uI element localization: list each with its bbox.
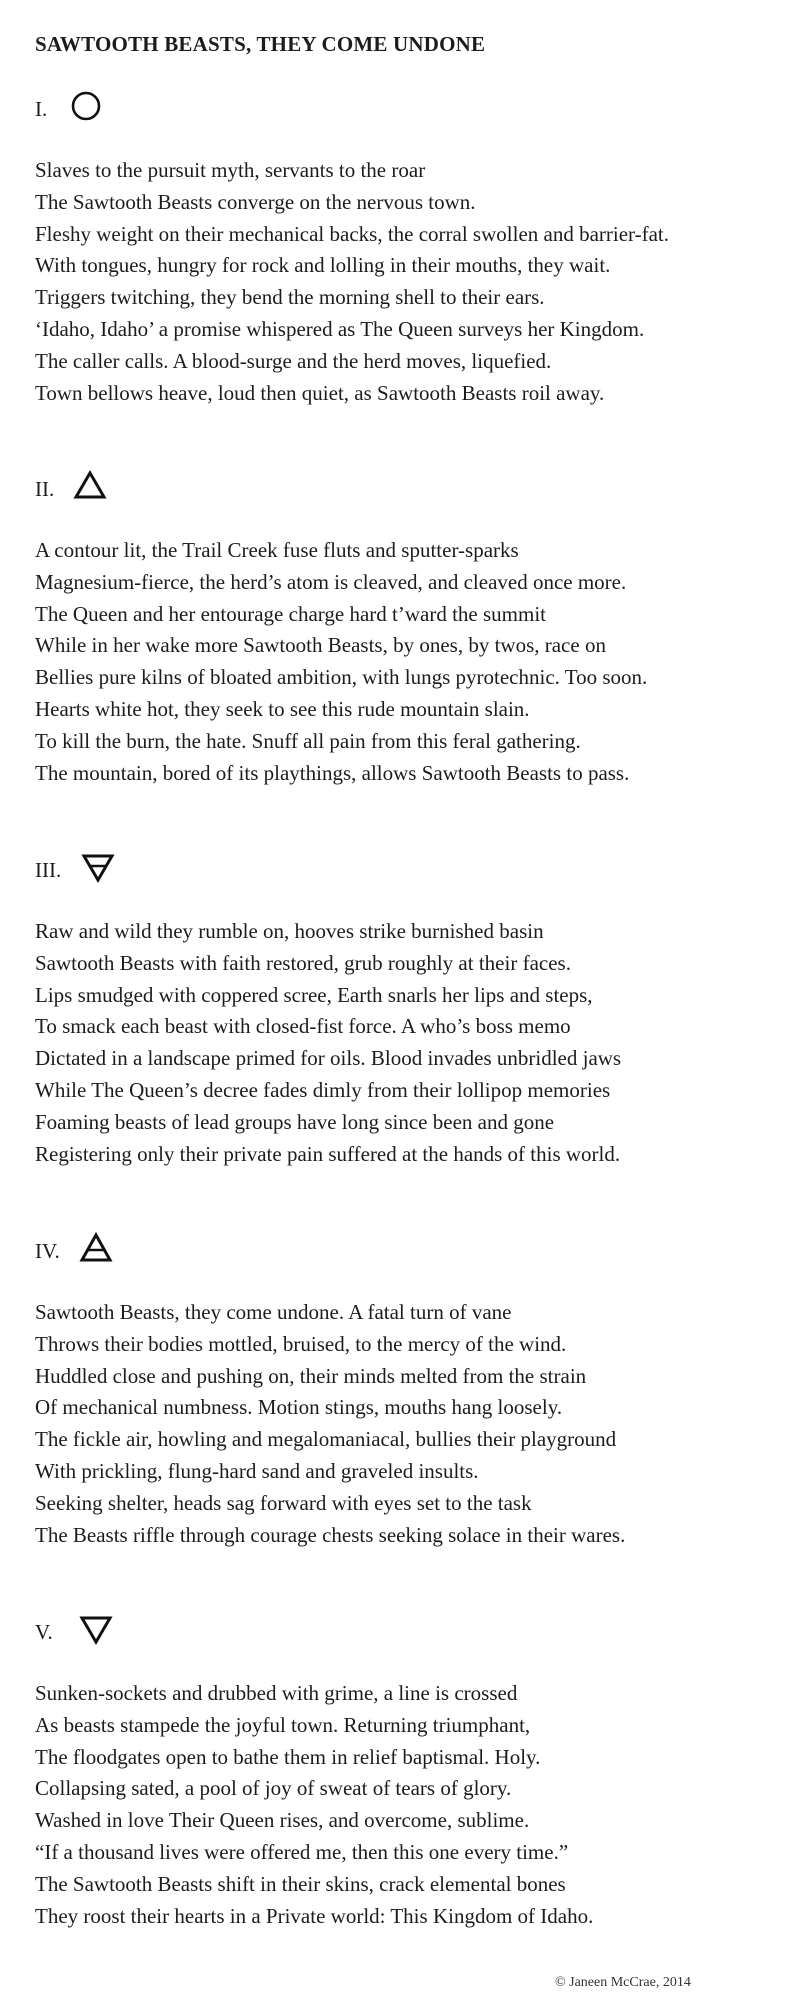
- poem-line: The caller calls. A blood-surge and the herd moves, liquefied.: [35, 348, 552, 373]
- poem-line: The Queen and her entourage charge hard t’ward the summit: [35, 601, 546, 626]
- triangle-up-icon: [73, 468, 113, 508]
- poem-line: Raw and wild they rumble on, hooves strike burnished basin: [35, 919, 544, 943]
- poem-line: A contour lit, the Trail Creek fuse fluts and sputter-sparks: [35, 538, 519, 562]
- section-numeral: II.: [35, 477, 55, 501]
- poem-line: While The Queen’s decree fades dimly from their lollipop memories: [35, 1077, 611, 1102]
- poem-line: Huddled close and pushing on, their minds melted from the strain: [35, 1363, 587, 1388]
- poem-line: The fickle air, howling and megalomaniacal, bullies their playground: [35, 1427, 617, 1452]
- poem-line: As beasts stampede the joyful town. Returning triumphant,: [35, 1712, 531, 1737]
- poem-line: Sawtooth Beasts, they come undone. A fatal turn of vane: [35, 1300, 512, 1324]
- section-numeral: III.: [35, 858, 62, 882]
- poem-line: Foaming beasts of lead groups have long since been and gone: [35, 1109, 555, 1134]
- section-numeral: V.: [35, 1620, 53, 1644]
- poem-line: Sawtooth Beasts with faith restored, grub roughly at their faces.: [35, 950, 571, 975]
- section-heading: [35, 88, 235, 128]
- poem-line: Town bellows heave, loud then quiet, as Sawtooth Beasts roil away.: [35, 380, 605, 405]
- poem-line: Collapsing sated, a pool of joy of sweat of tears of glory.: [35, 1776, 512, 1801]
- stanza: [35, 535, 647, 789]
- poem-line: ‘Idaho, Idaho’ a promise whispered as The Queen surveys her Kingdom.: [35, 316, 645, 341]
- poem-line: Washed in love Their Queen rises, and overcome, sublime.: [35, 1808, 530, 1833]
- poem-line: The Sawtooth Beasts shift in their skins, crack elemental bones: [35, 1871, 566, 1896]
- poem-line: To smack each beast with closed-fist force. A who’s boss memo: [35, 1014, 571, 1039]
- triangle-up-barred-icon: [79, 1230, 119, 1270]
- circle-icon: [69, 88, 109, 128]
- poem-line: “If a thousand lives were offered me, then this one every time.”: [35, 1839, 569, 1864]
- poem-title: SAWTOOTH BEASTS, THEY COME UNDONE: [35, 32, 486, 56]
- poem-line: With prickling, flung-hard sand and graveled insults.: [35, 1458, 479, 1483]
- poem-line: To kill the burn, the hate. Snuff all pain from this feral gathering.: [35, 728, 581, 753]
- poem-line: Triggers twitching, they bend the morning shell to their ears.: [35, 285, 545, 310]
- poem-line: The Sawtooth Beasts converge on the nervous town.: [35, 189, 476, 214]
- poem-line: Sunken-sockets and drubbed with grime, a line is crossed: [35, 1681, 518, 1705]
- poem-line: The floodgates open to bathe them in relief baptismal. Holy.: [35, 1744, 541, 1769]
- section-numeral: IV.: [35, 1239, 60, 1263]
- poem-line: Slaves to the pursuit myth, servants to the roar: [35, 158, 426, 182]
- poem-line: Throws their bodies mottled, bruised, to the mercy of the wind.: [35, 1331, 567, 1356]
- stanza: [35, 1297, 625, 1551]
- section-heading: [35, 849, 235, 889]
- poem-line: The mountain, bored of its playthings, allows Sawtooth Beasts to pass.: [35, 760, 630, 785]
- section-heading: [35, 1230, 235, 1270]
- poem-line: The Beasts riffle through courage chests seeking solace in their wares.: [35, 1522, 626, 1547]
- triangle-down-barred-icon: [81, 849, 121, 889]
- poem-line: While in her wake more Sawtooth Beasts, by ones, by twos, race on: [35, 633, 606, 658]
- poem-line: They roost their hearts in a Private world: This Kingdom of Idaho.: [35, 1903, 594, 1928]
- stanza: [35, 155, 669, 409]
- stanza: [35, 1678, 593, 1932]
- poem-line: Dictated in a landscape primed for oils. Blood invades unbridled jaws: [35, 1046, 622, 1071]
- stanza: [35, 916, 621, 1170]
- poem-line: Of mechanical numbness. Motion stings, mouths hang loosely.: [35, 1395, 563, 1420]
- poem-line: Bellies pure kilns of bloated ambition, with lungs pyrotechnic. Too soon.: [35, 665, 648, 690]
- triangle-down-icon: [79, 1611, 119, 1651]
- poem-line: Registering only their private pain suffered at the hands of this world.: [35, 1141, 621, 1166]
- section-numeral: I.: [35, 97, 48, 121]
- poem-line: Hearts white hot, they seek to see this rude mountain slain.: [35, 696, 530, 721]
- section-heading: [35, 468, 235, 508]
- poem-line: Magnesium-fierce, the herd’s atom is cleaved, and cleaved once more.: [35, 569, 627, 594]
- poem-line: Seeking shelter, heads sag forward with eyes set to the task: [35, 1490, 532, 1515]
- poem-line: With tongues, hungry for rock and lolling in their mouths, they wait.: [35, 253, 611, 278]
- copyright-notice: © Janeen McCrae, 2014: [555, 1975, 691, 1990]
- poem-line: Fleshy weight on their mechanical backs, the corral swollen and barrier-fat.: [35, 221, 670, 246]
- section-heading: [35, 1611, 235, 1651]
- poem-line: Lips smudged with coppered scree, Earth snarls her lips and steps,: [35, 982, 593, 1007]
